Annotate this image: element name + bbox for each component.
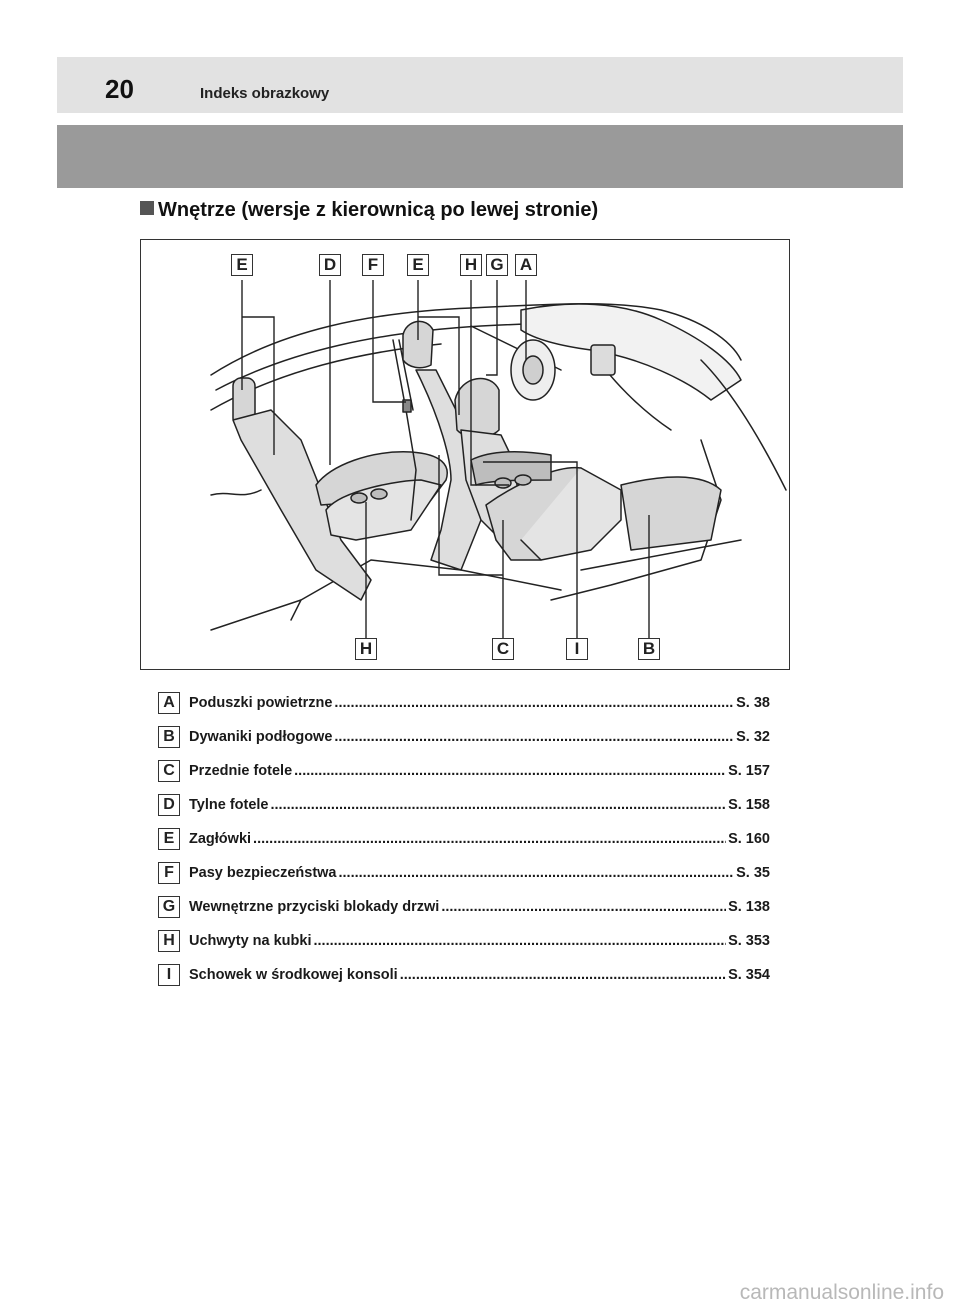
legend-page-ref[interactable]: S. 138 — [728, 899, 770, 915]
legend-item — [158, 754, 770, 788]
legend-page-ref[interactable]: S. 354 — [728, 967, 770, 983]
callout-label: I — [566, 638, 588, 660]
legend-text: Poduszki powietrzne — [189, 695, 333, 711]
legend-key: E — [158, 828, 180, 850]
legend-text: Wewnętrzne przyciski blokady drzwi — [189, 899, 440, 915]
leader-dots — [271, 797, 727, 813]
callout-label: E — [407, 254, 429, 276]
leader-dots — [294, 763, 726, 779]
subtitle — [140, 197, 598, 223]
leader-dots — [400, 967, 726, 983]
legend-item — [158, 856, 770, 890]
legend-key: H — [158, 930, 180, 952]
callout-label: A — [515, 254, 537, 276]
header-bar — [57, 57, 903, 113]
leader-dots — [334, 729, 734, 745]
legend-page-ref[interactable]: S. 35 — [736, 865, 770, 881]
legend-text: Dywaniki podłogowe — [189, 729, 333, 745]
legend-key: B — [158, 726, 180, 748]
legend-item — [158, 788, 770, 822]
legend-item — [158, 924, 770, 958]
legend-page-ref[interactable]: S. 160 — [728, 831, 770, 847]
callout-label: C — [492, 638, 514, 660]
watermark: carmanualsonline.info — [739, 1281, 944, 1304]
square-bullet-icon — [140, 201, 154, 215]
legend-item — [158, 720, 770, 754]
legend-item — [158, 686, 770, 720]
callout-label: E — [231, 254, 253, 276]
legend-item — [158, 890, 770, 924]
legend-key: I — [158, 964, 180, 986]
page-number: 20 — [105, 74, 134, 104]
legend-page-ref[interactable]: S. 158 — [728, 797, 770, 813]
leader-dots — [313, 933, 726, 949]
callout-label: H — [355, 638, 377, 660]
interior-illustration — [141, 240, 791, 671]
callout-label: D — [319, 254, 341, 276]
callout-label: H — [460, 254, 482, 276]
legend-list — [158, 686, 770, 992]
legend-key: A — [158, 692, 180, 714]
legend-text: Pasy bezpieczeństwa — [189, 865, 337, 881]
legend-page-ref[interactable]: S. 353 — [728, 933, 770, 949]
legend-key: C — [158, 760, 180, 782]
legend-key: F — [158, 862, 180, 884]
legend-key: D — [158, 794, 180, 816]
legend-item — [158, 822, 770, 856]
header-band — [57, 125, 903, 188]
legend-text: Zagłówki — [189, 831, 252, 847]
leader-dots — [339, 865, 735, 881]
legend-key: G — [158, 896, 180, 918]
legend-item — [158, 958, 770, 992]
leader-dots — [441, 899, 726, 915]
legend-page-ref[interactable]: S. 157 — [728, 763, 770, 779]
legend-text: Schowek w środkowej konsoli — [189, 967, 398, 983]
subtitle-text: Wnętrze (wersje z kierownicą po lewej stronie) — [158, 199, 599, 221]
legend-text: Uchwyty na kubki — [189, 933, 312, 949]
leader-dots — [334, 695, 734, 711]
leader-dots — [253, 831, 726, 847]
callout-label: B — [638, 638, 660, 660]
section-title: Indeks obrazkowy — [200, 85, 330, 102]
legend-page-ref[interactable]: S. 32 — [736, 729, 770, 745]
callout-label: F — [362, 254, 384, 276]
interior-figure — [140, 239, 790, 670]
callout-label: G — [486, 254, 508, 276]
legend-page-ref[interactable]: S. 38 — [736, 695, 770, 711]
legend-text: Tylne fotele — [189, 797, 269, 813]
legend-text: Przednie fotele — [189, 763, 293, 779]
